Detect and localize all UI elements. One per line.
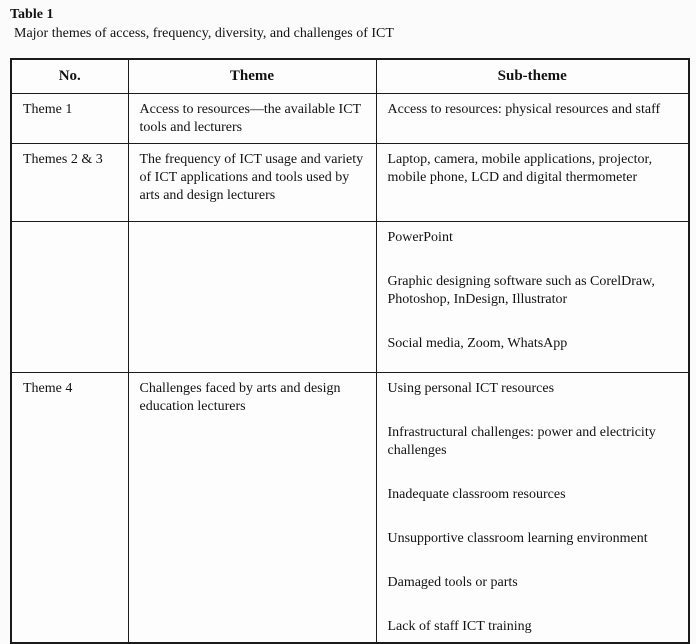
table-number: Table 1 — [10, 7, 54, 22]
cell-paragraph: Using personal ICT resources — [387, 381, 555, 396]
cell-subtheme — [376, 144, 689, 222]
header-row — [11, 59, 689, 94]
cell-no: Theme 1 — [11, 94, 128, 144]
themes-table — [10, 58, 690, 644]
cell-paragraph: Access to resources—the available ICT tools and lecturers — [139, 102, 361, 135]
col-header-theme: Theme — [128, 59, 376, 94]
col-header-subtheme: Sub-theme — [376, 59, 689, 94]
table-row — [11, 94, 689, 144]
cell-subtheme — [376, 373, 689, 644]
cell-paragraph: Challenges faced by arts and design education lecturers — [139, 381, 341, 414]
cell-paragraph: Lack of staff ICT training — [387, 619, 532, 634]
cell-theme — [128, 144, 376, 222]
table-row — [11, 373, 689, 644]
cell-no: Themes 2 & 3 — [11, 144, 128, 222]
cell-no: Theme 4 — [11, 373, 128, 644]
cell-subtheme — [376, 222, 689, 373]
cell-paragraph: Social media, Zoom, WhatsApp — [387, 336, 568, 351]
cell-no — [11, 222, 128, 373]
cell-paragraph: Laptop, camera, mobile applications, projector, mobile phone, LCD and digital thermometer — [387, 152, 653, 185]
cell-theme — [128, 94, 376, 144]
cell-theme — [128, 222, 376, 373]
cell-paragraph: Access to resources: physical resources and staff — [387, 102, 661, 117]
table-row — [11, 144, 689, 222]
table-caption: Major themes of access, frequency, diversity, and challenges of ICT — [14, 26, 394, 41]
cell-paragraph: PowerPoint — [387, 230, 453, 245]
cell-paragraph: Infrastructural challenges: power and electricity challenges — [387, 425, 656, 458]
cell-paragraph: Inadequate classroom resources — [387, 487, 566, 502]
cell-paragraph: Damaged tools or parts — [387, 575, 518, 590]
cell-paragraph: The frequency of ICT usage and variety of ICT applications and tools used by arts and design lecturers — [139, 152, 364, 203]
cell-paragraph: Graphic designing software such as CorelDraw, Photoshop, InDesign, Illustrator — [387, 274, 655, 307]
cell-subtheme — [376, 94, 689, 144]
cell-paragraph: Unsupportive classroom learning environment — [387, 531, 648, 546]
table-row — [11, 222, 689, 373]
cell-theme — [128, 373, 376, 644]
col-header-no: No. — [11, 59, 128, 94]
